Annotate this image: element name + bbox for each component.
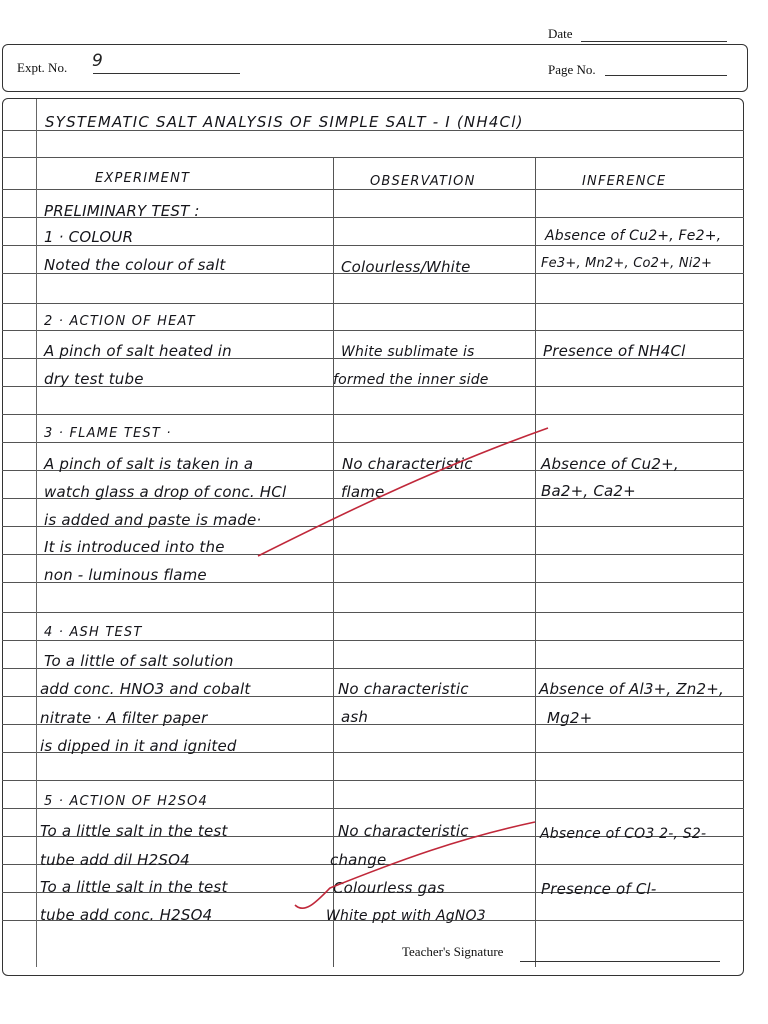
text-line: 2 · ACTION OF HEAT bbox=[44, 314, 196, 329]
text-line: No characteristic bbox=[338, 822, 469, 840]
text-line: Colourless/White bbox=[341, 258, 471, 276]
text-line: non - luminous flame bbox=[44, 566, 207, 584]
tick-mark-icon bbox=[295, 822, 535, 908]
text-line: White sublimate is bbox=[341, 344, 475, 360]
text-line: add conc. HNO3 and cobalt bbox=[40, 680, 251, 698]
text-line: Noted the colour of salt bbox=[44, 256, 226, 274]
text-line: 4 · ASH TEST bbox=[44, 625, 143, 640]
text-line: Ba2+, Ca2+ bbox=[541, 482, 636, 500]
text-line: Colourless gas bbox=[333, 879, 445, 897]
text-line: Presence of NH4Cl bbox=[543, 342, 686, 360]
text-line: ash bbox=[341, 708, 369, 726]
text-line: nitrate · A filter paper bbox=[40, 709, 208, 727]
teacher-signature-label: Teacher's Signature bbox=[402, 944, 504, 959]
expt-no-label: Expt. No. bbox=[17, 60, 68, 75]
text-line: PRELIMINARY TEST : bbox=[44, 202, 200, 220]
text-line: Absence of CO3 2-, S2- bbox=[540, 826, 707, 842]
text-line: 3 · FLAME TEST · bbox=[44, 426, 172, 441]
text-line: tube add conc. H2SO4 bbox=[40, 906, 213, 924]
text-line: 5 · ACTION OF H2SO4 bbox=[44, 794, 208, 809]
text-line: No characteristic bbox=[338, 680, 469, 698]
column-header-inference: INFERENCE bbox=[582, 174, 667, 189]
teacher-signature-line bbox=[520, 961, 720, 962]
text-line: No characteristic bbox=[342, 455, 473, 473]
text-line: flame bbox=[341, 483, 385, 501]
text-line: watch glass a drop of conc. HCl bbox=[44, 483, 287, 501]
date-label: Date bbox=[548, 26, 573, 41]
text-line: Absence of Al3+, Zn2+, bbox=[539, 680, 724, 698]
column-header-experiment: EXPERIMENT bbox=[95, 171, 191, 186]
text-line: A pinch of salt is taken in a bbox=[44, 455, 254, 473]
page-no-label: Page No. bbox=[548, 62, 596, 77]
text-line: Mg2+ bbox=[547, 709, 593, 727]
expt-no-value: 9 bbox=[92, 51, 103, 71]
text-line: formed the inner side bbox=[333, 372, 489, 388]
text-line: To a little salt in the test bbox=[40, 878, 228, 896]
column-header-observation: OBSERVATION bbox=[370, 174, 476, 189]
text-line: Absence of Cu2+, Fe2+, bbox=[545, 228, 722, 244]
text-line: change bbox=[330, 851, 387, 869]
text-line: Fe3+, Mn2+, Co2+, Ni2+ bbox=[541, 256, 713, 271]
text-line: is added and paste is made· bbox=[44, 511, 262, 529]
text-line: It is introduced into the bbox=[44, 538, 225, 556]
text-line: Absence of Cu2+, bbox=[541, 455, 679, 473]
text-line: tube add dil H2SO4 bbox=[40, 851, 190, 869]
text-line: A pinch of salt heated in bbox=[44, 342, 232, 360]
text-line: To a little of salt solution bbox=[44, 652, 234, 670]
text-line: Presence of Cl- bbox=[541, 880, 657, 898]
text-line: is dipped in it and ignited bbox=[40, 737, 237, 755]
page-title: SYSTEMATIC SALT ANALYSIS OF SIMPLE SALT - I (NH4Cl) bbox=[45, 113, 524, 131]
text-line: dry test tube bbox=[44, 370, 144, 388]
text-line: White ppt with AgNO3 bbox=[326, 908, 486, 924]
text-line: 1 · COLOUR bbox=[44, 228, 134, 246]
tick-mark-icon bbox=[258, 428, 548, 556]
text-line: To a little salt in the test bbox=[40, 822, 228, 840]
